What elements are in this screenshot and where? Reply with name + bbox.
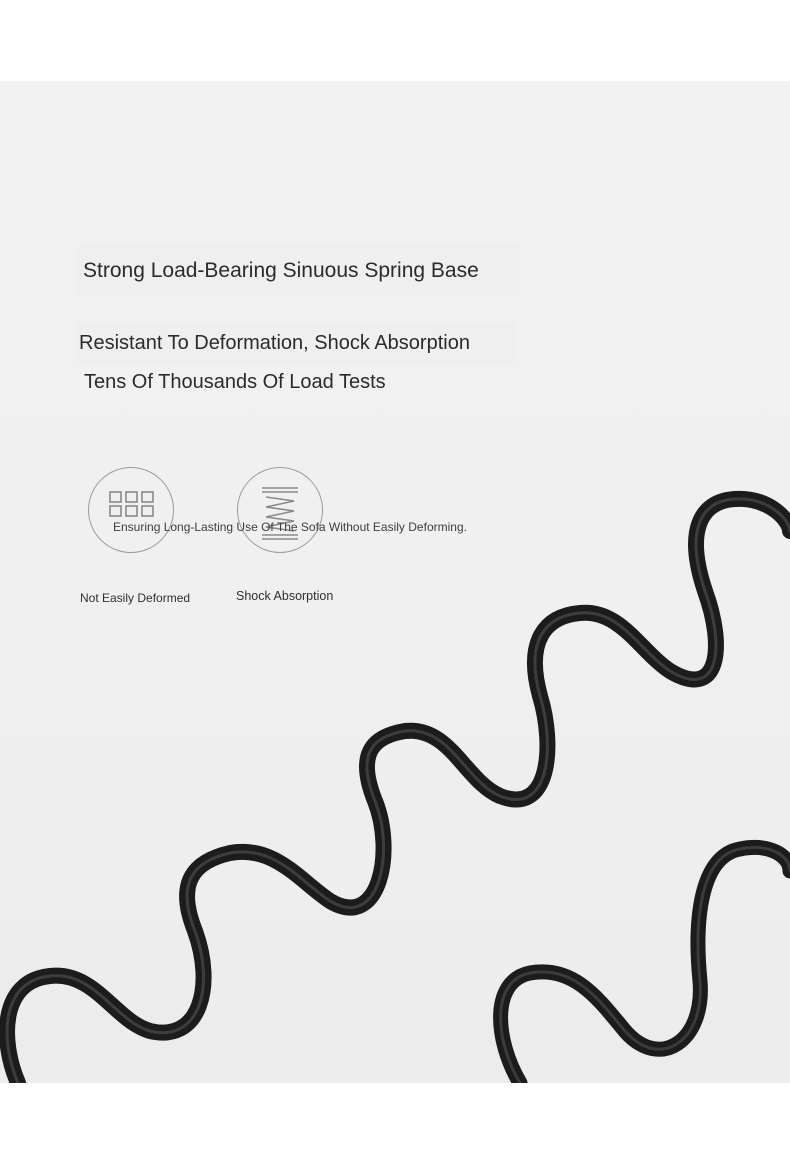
feature-not-deformed: [88, 467, 174, 553]
headline: Strong Load-Bearing Sinuous Spring Base: [76, 245, 521, 297]
grid-icon: [89, 468, 175, 554]
large-sinuous-spring-highlight: [7, 499, 790, 1083]
feature-shock-absorption: [237, 467, 323, 553]
subheadline-deformation: Resistant To Deformation, Shock Absorption: [76, 323, 516, 363]
product-panel: [0, 81, 790, 1083]
coil-spring-icon: [238, 468, 324, 554]
feature-label-not-deformed: Not Easily Deformed: [80, 591, 191, 605]
large-sinuous-spring: [7, 499, 790, 1083]
subheadline-load-tests: Tens Of Thousands Of Load Tests: [84, 371, 386, 393]
feature-description: Ensuring Long-Lasting Use Of The Sofa Without Easily Deforming.: [113, 520, 467, 534]
sinuous-spring-image: [0, 81, 790, 1083]
feature-label-shock-absorption: Shock Absorption: [236, 589, 334, 603]
